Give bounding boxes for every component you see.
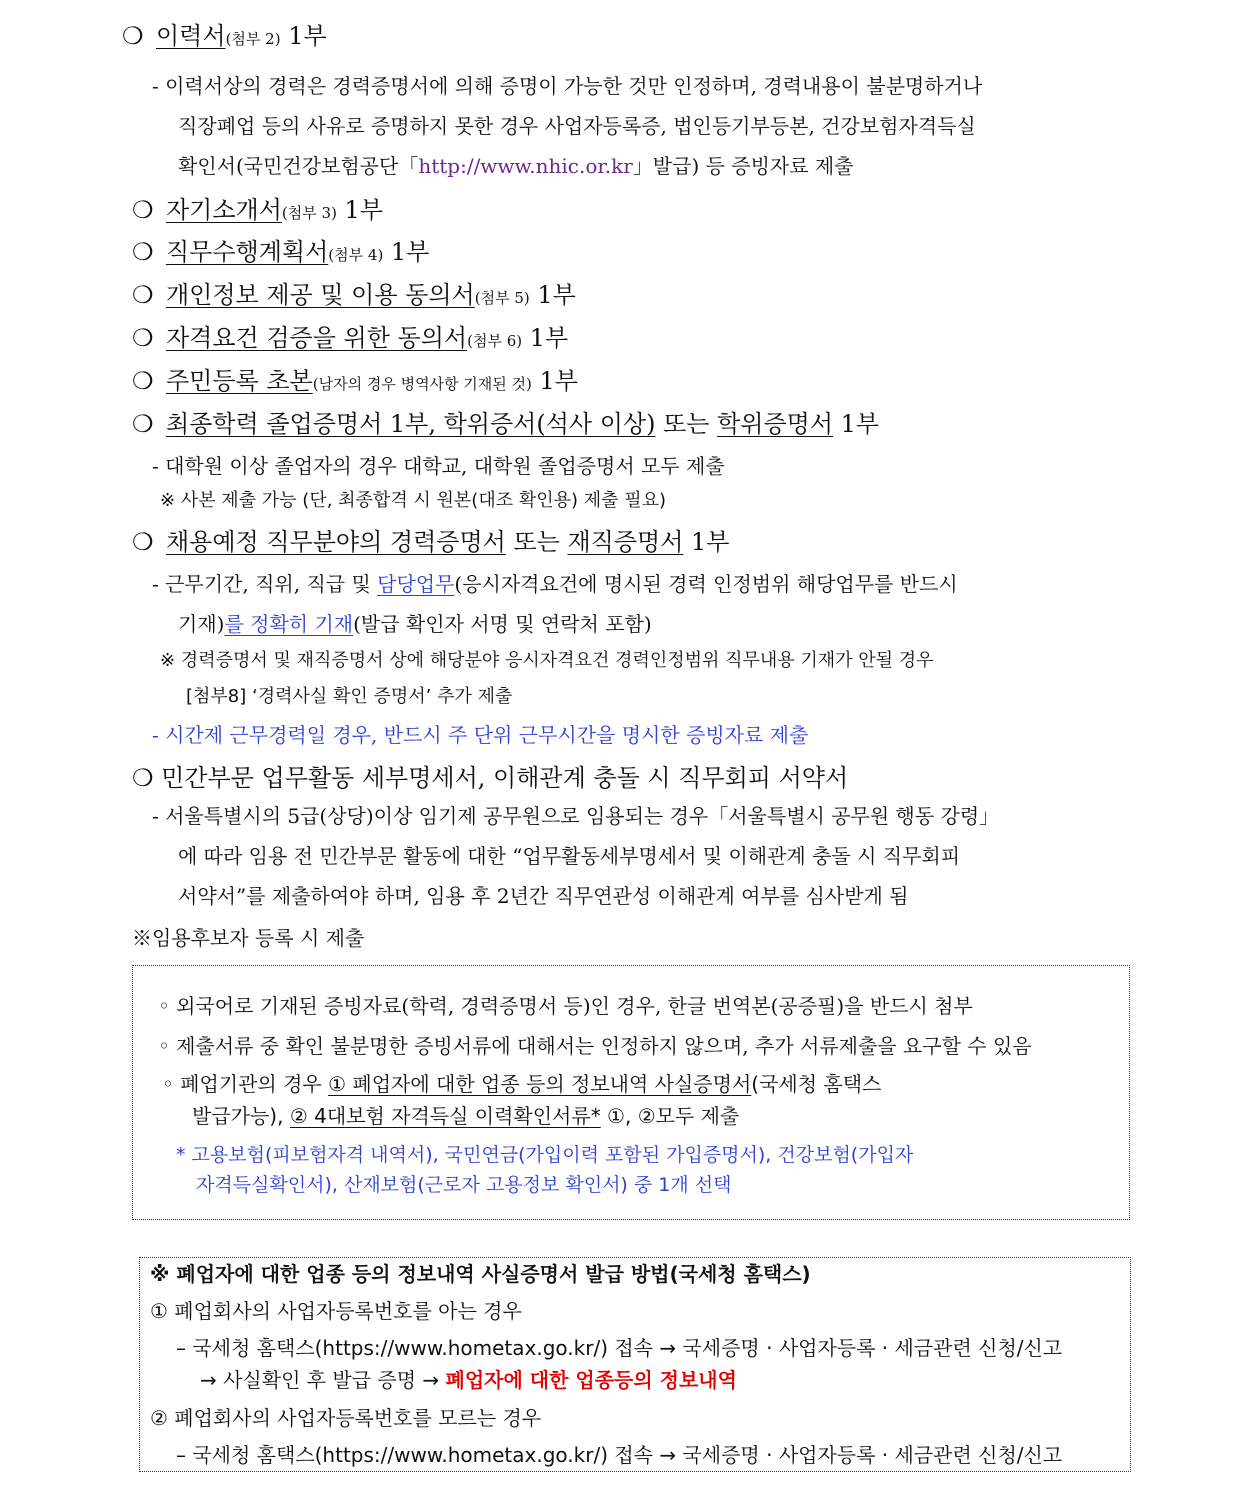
item-note: (첨부 2) [225,30,281,48]
item-note: (첨부 3) [281,204,337,222]
part-time-note: - 시간제 근무경력일 경우, 반드시 주 단위 근무시간을 명시한 증빙자료 제출 [152,723,809,747]
item-count: 1부 [531,367,578,395]
private-desc-3: 서약서”를 제출하여야 하며, 임용 후 2년간 직무연관성 이해관계 여부를 심사받게 됨 [178,884,909,908]
case-unknown-step-1: – 국세청 홈택스(https://www.hometax.go.kr/) 접속 → 국세증명 · 사업자등록 · 세금관련 신청/신고 [176,1443,1063,1467]
item-connector: 또는 [655,410,718,438]
desc-text: (응시자격요건에 명시된 경력 인정범위 해당업무를 반드시 [454,572,958,596]
career-note-1: ※ 경력증명서 및 재직증명서 상에 해당분야 응시자격요건 경력인정범위 직무내용 기재가 안될 경우 [160,650,934,671]
item-title: 직무수행계획서 [166,238,329,266]
item-title: 개인정보 제공 및 이용 동의서 [166,281,475,309]
item-title: 자격요건 검증을 위한 동의서 [166,324,468,352]
item-count: 1부 [336,196,384,224]
accuracy-highlight: 를 정확히 기재 [224,612,354,636]
case-known-step-2 [200,1370,737,1390]
notice-foreign-language: ◦ 외국어로 기재된 증빙자료(학력, 경력증명서 등)인 경우, 한글 번역본(공증필)을 반드시 첨부 [158,994,973,1018]
registration-note: ※임용후보자 등록 시 제출 [132,926,365,950]
insurance-history-docs: ② 4대보험 자격득실 이력확인서류* [289,1104,601,1128]
circle-bullet-icon: ❍ [132,324,154,352]
item-count: 1부 [383,238,430,266]
item-title: 최종학력 졸업증명서 1부, 학위증서(석사 이상) [166,410,656,438]
circle-bullet-icon: ❍ [122,22,144,50]
desc-text: 기재) [178,612,225,636]
nhic-link[interactable]: http://www.nhic.or.kr [418,154,633,178]
insurance-footnote-2: 자격득실확인서), 산재보험(근로자 고용정보 확인서) 중 1개 선택 [196,1174,732,1196]
case-known-number: ① 폐업회사의 사업자등록번호를 아는 경우 [150,1299,522,1323]
closed-business-info-highlight: 폐업자에 대한 업종등의 정보내역 [445,1368,737,1392]
item-note: (첨부 5) [474,289,530,307]
item-count: 1부 [522,324,569,352]
item-job-plan [132,240,429,264]
resume-desc-1: - 이력서상의 경력은 경력증명서에 의해 증명이 가능한 것만 인정하며, 경력내용이 불분명하거나 [152,74,983,98]
desc-text: (발급 확인자 서명 및 연락처 포함) [353,612,652,636]
career-desc-1 [152,574,958,594]
item-note: (첨부 4) [328,246,384,264]
desc-text: ①, ②모두 제출 [600,1104,740,1128]
item-count: 1부 [683,528,730,556]
item-private-activity: ❍ 민간부문 업무활동 세부명세서, 이해관계 충돌 시 직무회피 서약서 [132,764,849,792]
item-count: 1부 [280,22,327,50]
circle-bullet-icon: ❍ [132,367,154,395]
resume-desc-3 [178,156,854,176]
notice-closed-business-1 [162,1074,881,1094]
item-count: 1부 [833,410,880,438]
notice-closed-business-2 [192,1106,739,1126]
desc-text: 」발급) 등 증빙자료 제출 [632,154,854,178]
private-desc-2: 에 따라 임용 전 민간부문 활동에 대한 “업무활동세부명세서 및 이해관계 충돌 시 직무회피 [178,844,961,868]
circle-bullet-icon: ❍ [132,281,154,309]
item-title: 채용예정 직무분야의 경력증명서 [166,528,506,556]
insurance-footnote-1: * 고용보험(피보험자격 내역서), 국민연금(가입이력 포함된 가입증명서), 건강보험(가입자 [176,1144,914,1166]
hometax-guide-box [139,1257,1131,1472]
item-title: 이력서 [156,22,226,50]
item-title: 주민등록 초본 [166,367,313,395]
career-desc-2 [178,614,652,634]
career-note-2: [첨부8] ‘경력사실 확인 증명서’ 추가 제출 [186,686,513,707]
circle-bullet-icon: ❍ [132,238,154,266]
education-note: ※ 사본 제출 가능 (단, 최종합격 시 원본(대조 확인용) 제출 필요) [160,490,667,511]
item-education [132,412,879,436]
resume-desc-2: 직장폐업 등의 사유로 증명하지 못한 경우 사업자등록증, 법인등기부등본, 건강보험자격득실 [178,114,976,138]
item-connector: 또는 [505,528,568,556]
item-resident-abstract [132,369,578,393]
case-unknown-number: ② 폐업회사의 사업자등록번호를 모르는 경우 [150,1406,542,1430]
hometax-guide-title: ※ 폐업자에 대한 업종 등의 정보내역 사실증명서 발급 방법(국세청 홈택스) [150,1262,811,1286]
item-note: (첨부 6) [467,332,523,350]
item-note: (남자의 경우 병역사항 기재된 것) [312,375,532,393]
case-known-step-1: – 국세청 홈택스(https://www.hometax.go.kr/) 접속 → 국세증명 · 사업자등록 · 세금관련 신청/신고 [176,1336,1063,1360]
desc-text: 발급가능), [192,1104,290,1128]
item-self-intro [132,198,383,222]
item-privacy-consent [132,283,576,307]
circle-bullet-icon: ❍ [132,196,154,224]
notice-unclear-docs: ◦ 제출서류 중 확인 불분명한 증빙서류에 대해서는 인정하지 않으며, 추가 서류제출을 요구할 수 있음 [158,1034,1032,1058]
item-qualification-consent [132,326,568,350]
item-resume [122,24,327,48]
desc-text: (국세청 홈택스 [751,1072,882,1096]
item-career-certificate [132,530,730,554]
desc-text: 확인서(국민건강보험공단「 [178,154,419,178]
item-title: 자기소개서 [166,196,282,224]
private-desc-1: - 서울특별시의 5급(상당)이상 임기제 공무원으로 임용되는 경우「서울특별시 공무원 행동 강령」 [152,804,1000,828]
item-count: 1부 [529,281,576,309]
closed-business-cert: ① 폐업자에 대한 업종 등의 정보내역 사실증명서 [328,1072,752,1096]
education-desc: - 대학원 이상 졸업자의 경우 대학교, 대학원 졸업증명서 모두 제출 [152,454,725,478]
item-title-2: 재직증명서 [567,528,684,556]
desc-text: - 근무기간, 직위, 직급 및 [152,572,378,596]
duty-highlight: 담당업무 [377,572,455,596]
circle-bullet-icon: ❍ [132,410,154,438]
desc-text: ◦ 폐업기관의 경우 [162,1072,329,1096]
circle-bullet-icon: ❍ [132,528,154,556]
desc-text: → 사실확인 후 발급 증명 → [200,1368,446,1392]
item-title-2: 학위증명서 [717,410,834,438]
